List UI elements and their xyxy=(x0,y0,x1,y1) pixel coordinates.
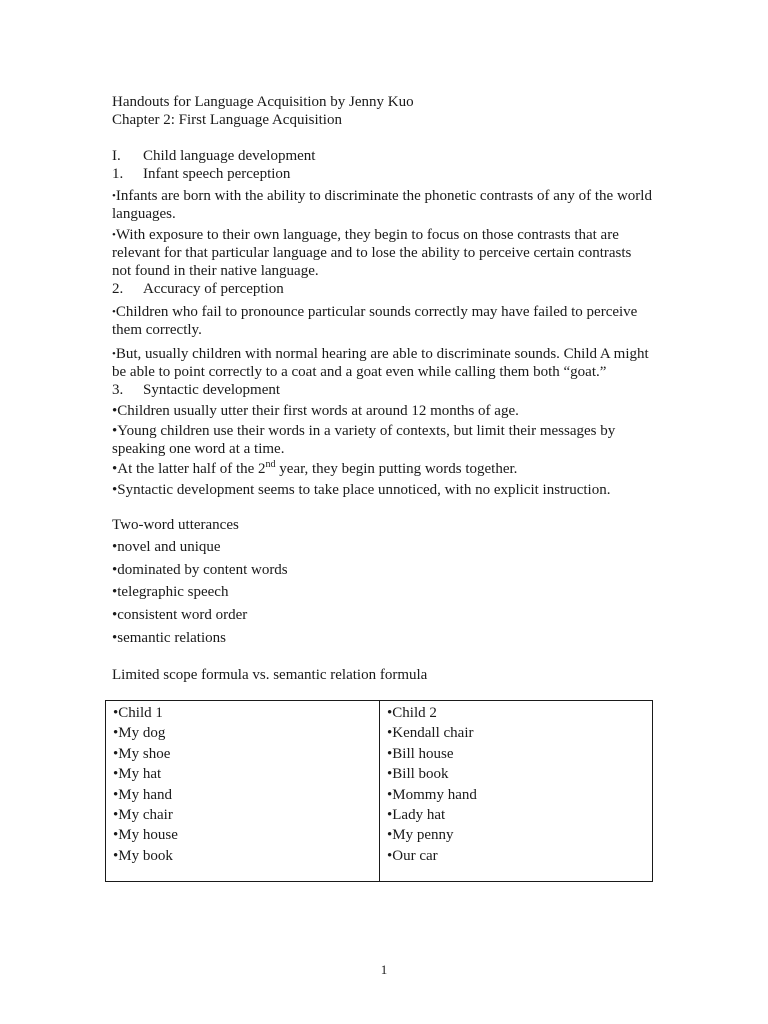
subsection-1-number: 1. xyxy=(112,166,124,182)
subsection-2-number: 2. xyxy=(112,281,124,297)
child-2-column xyxy=(379,701,652,881)
subsection-2-title: Accuracy of perception xyxy=(143,281,284,297)
child-1-item: • My dog xyxy=(113,723,379,743)
subsection-1-point-2: • With exposure to their own language, they begin to focus on those contrasts that are relevant for that particular language and to lose the ability to perceive certain contrasts not found in their native language. xyxy=(112,226,652,280)
child-2-item: • Bill house xyxy=(387,744,652,764)
syntactic-point-3: • At the latter half of the 2nd year, they begin putting words together. xyxy=(112,460,652,478)
subsection-3-title: Syntactic development xyxy=(143,382,281,398)
child-1-column xyxy=(106,701,379,881)
handout-title: Handouts for Language Acquisition by Jenny Kuo xyxy=(112,94,414,110)
child-1-item: • My book xyxy=(113,846,379,866)
subsection-1-title: Infant speech perception xyxy=(143,166,291,182)
child-2-item: • Mommy hand xyxy=(387,785,652,805)
child-1-item: • My hand xyxy=(113,785,379,805)
child-2-item: • Kendall chair xyxy=(387,723,652,743)
two-word-item: • dominated by content words xyxy=(112,560,288,580)
subsection-2-heading xyxy=(112,280,284,298)
section-heading xyxy=(112,147,315,165)
child-2-item: • Lady hat xyxy=(387,805,652,825)
two-word-item: • novel and unique xyxy=(112,537,221,557)
formula-table xyxy=(105,700,653,882)
formula-heading: Limited scope formula vs. semantic relation formula xyxy=(112,667,428,683)
section-title: Child language development xyxy=(143,148,316,164)
child-2-item: • Our car xyxy=(387,846,652,866)
subsection-2-point-1: • Children who fail to pronounce particular sounds correctly may have failed to perceive them correctly. xyxy=(112,303,652,339)
two-word-item: • semantic relations xyxy=(112,628,226,648)
page-number: 1 xyxy=(380,962,388,977)
child-1-item: • My hat xyxy=(113,764,379,784)
child-2-item: • My penny xyxy=(387,825,652,845)
child-2-item: • Child 2 xyxy=(387,703,652,723)
child-1-item: • Child 1 xyxy=(113,703,379,723)
subsection-2-point-2: • But, usually children with normal hearing are able to discriminate sounds. Child A might be able to point correctly to a coat and a goat even while calling them both “goat.” xyxy=(112,345,652,381)
syntactic-point-2: • Young children use their words in a variety of contexts, but limit their messages by speaking one word at a time. xyxy=(112,422,652,458)
two-word-item: • consistent word order xyxy=(112,605,247,625)
two-word-heading: Two-word utterances xyxy=(112,517,239,533)
syntactic-point-4: • Syntactic development seems to take place unnoticed, with no explicit instruction. xyxy=(112,481,652,499)
chapter-title: Chapter 2: First Language Acquisition xyxy=(112,112,342,128)
syntactic-point-1: • Children usually utter their first words at around 12 months of age. xyxy=(112,402,652,420)
two-word-item: • telegraphic speech xyxy=(112,582,228,602)
subsection-1-point-1: • Infants are born with the ability to discriminate the phonetic contrasts of any of the world languages. xyxy=(112,187,652,223)
child-1-item: • My house xyxy=(113,825,379,845)
child-1-item: • My chair xyxy=(113,805,379,825)
child-1-item: • My shoe xyxy=(113,744,379,764)
subsection-3-number: 3. xyxy=(112,382,124,398)
subsection-3-heading xyxy=(112,381,280,399)
section-numeral: I. xyxy=(112,148,121,164)
child-2-item: • Bill book xyxy=(387,764,652,784)
subsection-1-heading xyxy=(112,165,290,183)
